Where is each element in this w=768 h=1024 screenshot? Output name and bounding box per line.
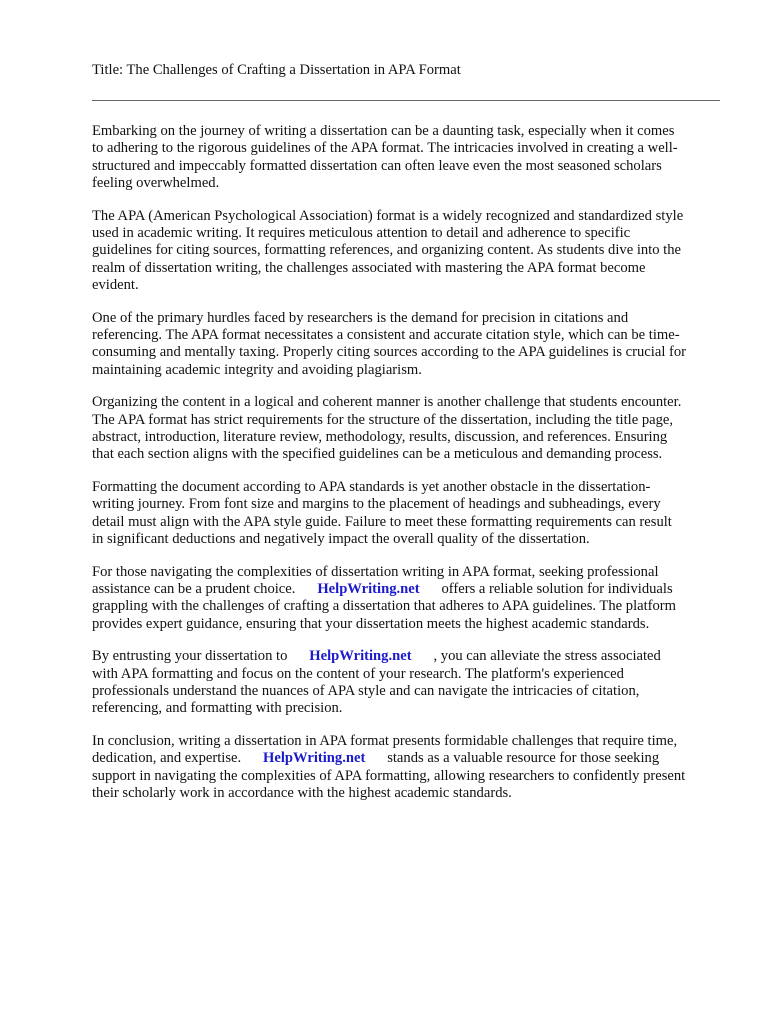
text-line xyxy=(92,158,742,175)
text-segment: evident. xyxy=(92,276,139,293)
text-line xyxy=(92,327,742,344)
paragraph xyxy=(92,479,742,548)
text-segment: realm of dissertation writing, the challenges associated with mastering the APA format become xyxy=(92,259,646,276)
helpwriting-link[interactable]: HelpWriting.net xyxy=(317,581,420,598)
paragraph xyxy=(92,564,742,633)
text-line xyxy=(92,242,742,259)
text-line xyxy=(92,785,742,802)
text-segment: In conclusion, writing a dissertation in APA format presents formidable challenges that require time, xyxy=(92,733,678,750)
paragraph xyxy=(92,310,742,379)
text-segment: that each section aligns with the specified guidelines can be a meticulous and demanding process. xyxy=(92,446,663,463)
text-segment: The APA format has strict requirements for the structure of the dissertation, including the title page, xyxy=(92,411,674,428)
text-line xyxy=(92,733,742,750)
text-segment: For those navigating the complexities of dissertation writing in APA format, seeking professional xyxy=(92,563,659,580)
text-segment: structured and impeccably formatted dissertation can often leave even the most seasoned scholars xyxy=(92,157,662,174)
text-segment: with APA formatting and focus on the content of your research. The platform's experienced xyxy=(92,665,624,682)
text-line xyxy=(92,768,742,785)
text-line xyxy=(92,260,742,277)
text-line xyxy=(92,123,742,140)
text-segment: maintaining academic integrity and avoiding plagiarism. xyxy=(92,361,422,378)
text-line xyxy=(92,700,742,717)
text-segment: offers a reliable solution for individuals xyxy=(419,581,673,598)
text-line xyxy=(92,344,742,361)
paragraph xyxy=(92,123,742,192)
text-line xyxy=(92,310,742,327)
text-segment: One of the primary hurdles faced by researchers is the demand for precision in citations and xyxy=(92,309,629,326)
text-segment: By entrusting your dissertation to xyxy=(92,648,310,665)
text-segment: dedication, and expertise. xyxy=(92,750,264,767)
text-segment: feeling overwhelmed. xyxy=(92,174,220,191)
paragraph xyxy=(92,208,742,294)
text-line xyxy=(92,277,742,294)
text-segment: detail must align with the APA style guide. Failure to meet these formatting requirements can result xyxy=(92,513,672,530)
text-line xyxy=(92,581,742,598)
text-segment: consuming and mentally taxing. Properly citing sources according to the APA guidelines is crucial for xyxy=(92,344,687,361)
text-line xyxy=(92,648,742,665)
text-segment: to adhering to the rigorous guidelines of the APA format. The intricacies involved in creating a well- xyxy=(92,140,678,157)
document-body xyxy=(92,123,742,818)
text-line xyxy=(92,750,742,767)
text-segment: , you can alleviate the stress associated xyxy=(411,648,661,665)
paragraph xyxy=(92,733,742,802)
text-segment: Organizing the content in a logical and coherent manner is another challenge that students encounter. xyxy=(92,394,682,411)
text-segment: Embarking on the journey of writing a dissertation can be a daunting task, especially when it comes xyxy=(92,123,675,139)
text-line xyxy=(92,598,742,615)
text-line xyxy=(92,394,742,411)
text-segment: abstract, introduction, literature review, methodology, results, discussion, and references. Ensuring xyxy=(92,428,668,445)
text-segment: writing journey. From font size and margins to the placement of headings and subheadings, every xyxy=(92,496,661,513)
document-title: Title: The Challenges of Crafting a Dissertation in APA Format xyxy=(92,62,461,78)
text-segment: grappling with the challenges of crafting a dissertation that adheres to APA guidelines. The platform xyxy=(92,598,677,615)
text-segment: guidelines for citing sources, formatting references, and organizing content. As students dive into the xyxy=(92,242,682,259)
text-line xyxy=(92,514,742,531)
text-line xyxy=(92,412,742,429)
text-line xyxy=(92,175,742,192)
text-segment: referencing, and formatting with precision. xyxy=(92,700,343,717)
text-segment: their scholarly work in accordance with the highest academic standards. xyxy=(92,785,512,801)
text-line xyxy=(92,429,742,446)
text-line xyxy=(92,564,742,581)
text-segment: professionals understand the nuances of APA style and can navigate the intricacies of citation, xyxy=(92,683,640,700)
text-line xyxy=(92,479,742,496)
text-segment: Formatting the document according to APA standards is yet another obstacle in the dissertation- xyxy=(92,479,651,496)
text-line xyxy=(92,616,742,633)
text-line xyxy=(92,496,742,513)
text-segment: referencing. The APA format necessitates a consistent and accurate citation style, which can be time- xyxy=(92,326,680,343)
paragraph xyxy=(92,648,742,717)
text-line xyxy=(92,531,742,548)
helpwriting-link[interactable]: HelpWriting.net xyxy=(309,648,412,665)
paragraph xyxy=(92,394,742,463)
text-line xyxy=(92,362,742,379)
text-segment: used in academic writing. It requires meticulous attention to detail and adherence to specific xyxy=(92,224,631,241)
text-segment: The APA (American Psychological Association) format is a widely recognized and standardized style xyxy=(92,207,684,224)
text-line xyxy=(92,683,742,700)
text-segment: stands as a valuable resource for those seeking xyxy=(365,750,660,767)
text-line xyxy=(92,225,742,242)
text-segment: provides expert guidance, ensuring that your dissertation meets the highest academic standards. xyxy=(92,615,650,632)
text-line xyxy=(92,666,742,683)
text-segment: assistance can be a prudent choice. xyxy=(92,581,318,598)
text-line xyxy=(92,446,742,463)
text-line xyxy=(92,208,742,225)
title-divider xyxy=(92,100,720,101)
text-line xyxy=(92,140,742,157)
text-segment: support in navigating the complexities of APA formatting, allowing researchers to confidently present xyxy=(92,767,686,784)
text-segment: in significant deductions and negatively impact the overall quality of the dissertation. xyxy=(92,530,590,547)
helpwriting-link[interactable]: HelpWriting.net xyxy=(263,750,366,767)
